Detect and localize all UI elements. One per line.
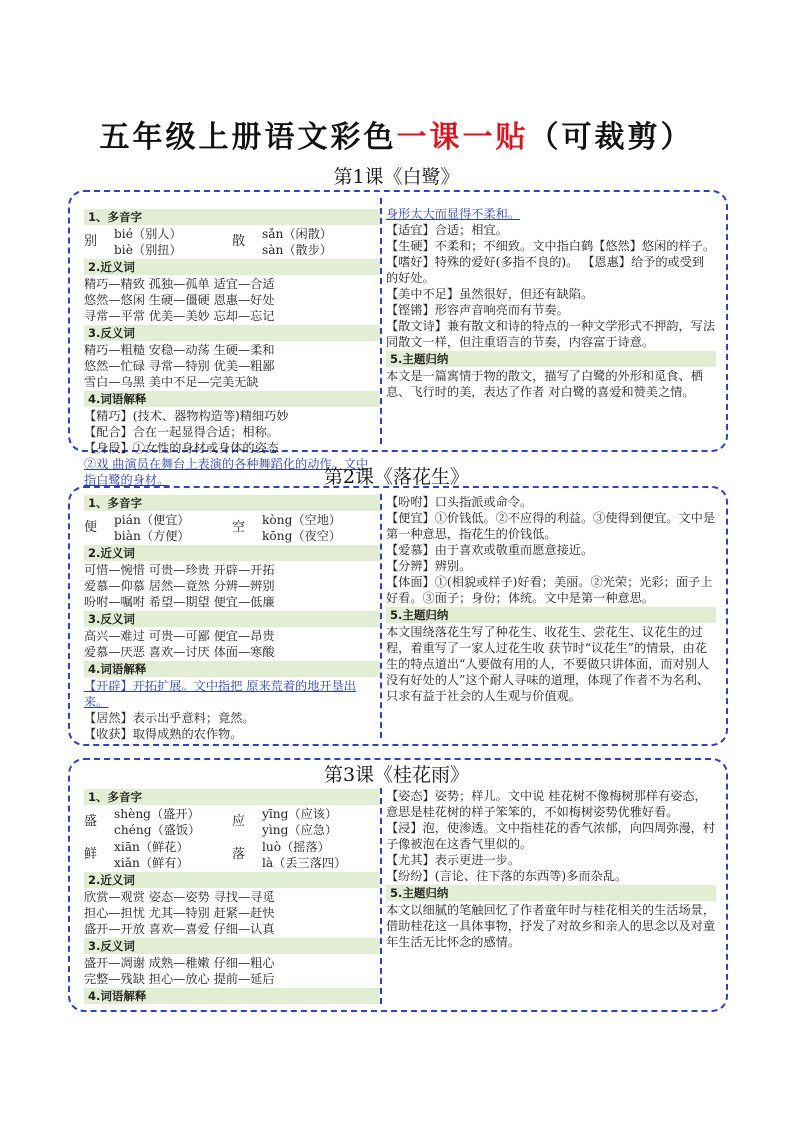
polyphone-row: 鲜 xiān（鲜花） xiǎn（鲜有） 落 luò（摇落） là（丢三落四） [84, 840, 347, 870]
page-title: 五年级上册语文彩色一课一贴（可裁剪） [99, 120, 694, 155]
lesson-3-right: 【姿态】姿势；样儿。文中说 桂花树不像梅树那样有姿态，意思是桂花树的样子笨笨的，不如梅树姿势优雅好看。 【浸】泡，使渗透。文中指桂花的香气浓郁，向四周弥漫，村子像被泡在这香气里似的。 【尤其】表示更进一步。 【纷纷】(言论、往下落的东西等)多而杂乱。 5.主题归纳 本文以细腻的笔触回忆了作者童年时与桂花相关的生活场景，借助桂花这一具体事物，抒发了对故乡和亲人的思念以及对童年生活无比怀念的感情。 [386, 789, 716, 949]
lesson-1-right: 身形太大而显得不柔和。 【适宜】合适；相宜。 【生硬】不柔和；不细致。文中指白鹤【悠然】悠闲的样子。 【嗜好】特殊的爱好(多指不良的)。 【恩惠】给予的或受到的好处。 【美中不足】虽然很好，但还有缺陷。 【铿锵】形容声音响亮而有节奏。 【散文诗】兼有散文和诗的特点的一种文学形式不押韵，写法同散文一样，但注重语言的节奏，内容富于诗意。 5.主题归纳 本文是一篇寓情于物的散文，描写了白鹭的外形和觅食、栖息、飞行时的美，表达了作者 对白鹭的喜爱和赞美之情。 [386, 207, 716, 399]
lesson-1-title: 第1课《白鹭》 [333, 166, 460, 188]
lesson-1-left: 1、多音字 别 bié（别人） biè（别扭） 散 sǎn（闲散） sàn（散步） 2.近义词 精巧—精致 孤独—孤单 适宜—合适 悠然—悠闲 生硬—僵硬 恩惠—好处 寻常—平常 优美—美妙 忘却—忘记 3.反义词 精巧—粗糙 安稳—动荡 生硬—柔和 悠然—忙碌 寻常—特别 优美—粗鄙 雪白—乌黑 美中不足—完美无缺 4.词语解释 【精巧】(技术、器物构造等)精细巧妙 【配合】合在一起显得合适；相称。 【身段】①女性的身材或身体的姿态 ②戏 曲演员在舞台上表演的各种舞蹈化的动作。文中指白鹭的身材。 [84, 208, 380, 488]
lesson-3-title: 第3课《桂花雨》 [323, 764, 470, 786]
lesson-3-card [68, 758, 728, 1012]
lesson-2-card [68, 486, 728, 746]
lesson-2-left: 1、多音字 便 pián（便宜） biàn（方便） 空 kòng（空地） kōng（夜空） 2.近义词 可惜—惋惜 可贵—珍贵 开辟—开拓 爱慕—仰慕 居然—竟然 分辨—辨别 吩咐—嘱咐 希望—期望 便宜—低廉 3.反义词 高兴—难过 可贵—可鄙 便宜—昂贵 爱慕—厌恶 喜欢—讨厌 体面—寒酸 4.词语解释 【开辟】开拓扩展。文中指把 原来荒着的地开垦出来。 【居然】表示出乎意料；竟然。 【收获】取得成熟的农作物。 [84, 494, 380, 742]
polyphone-row: 盛 shèng（盛开） chéng（盛饭） 应 yīng（应该） yìng（应急） [84, 807, 338, 837]
polyphone-row: 别 bié（别人） biè（别扭） 散 sǎn（闲散） sàn（散步） [84, 227, 333, 257]
lesson-3-left: 1、多音字 盛 shèng（盛开） chéng（盛饭） 应 yīng（应该） yìng（应急） 鲜 xiān（鲜花） xiǎn（鲜有） 落 luò（摇落） là（丢三落四） 2.近义词 欣赏—观赏 姿态—姿势 寻找—寻觅 担心—担忧 尤其—特别 赶紧—赶快 盛开—开放 喜欢—喜爱 仔细—认真 3.反义词 盛开—凋谢 成熟—稚嫩 仔细—粗心 完整—残缺 担心—放心 提前—延后 4.词语解释 [84, 788, 380, 1005]
lesson-2-right: 【吩咐】口头指派或命令。 【便宜】①价钱低。②不应得的利益。③使得到便宜。文中是第一种意思，指花生的价钱低。 【爱慕】由于喜欢或敬重而愿意接近。 【分辨】辨别。 【体面】①(相貌或样子)好看；美丽。②光荣；光彩；面子上好看。③面子；身份；体统。文中是第一种意思。 5.主题归纳 本文围绕落花生写了种花生、收花生、尝花生、议花生的过程，着重写了一家人过花生收 获节时“议花生”的情景，由花生的特点道出“人要做有用的人，不要做只讲体面，而对别人没有好处的人”这个耐人寻味的道理，体现了作者不为名利、只求有益于社会的人生观与价值观。 [386, 495, 716, 703]
polyphone-row: 便 pián（便宜） biàn（方便） 空 kòng（空地） kōng（夜空） [84, 513, 342, 543]
lesson-2-title: 第2课《落花生》 [323, 466, 470, 488]
